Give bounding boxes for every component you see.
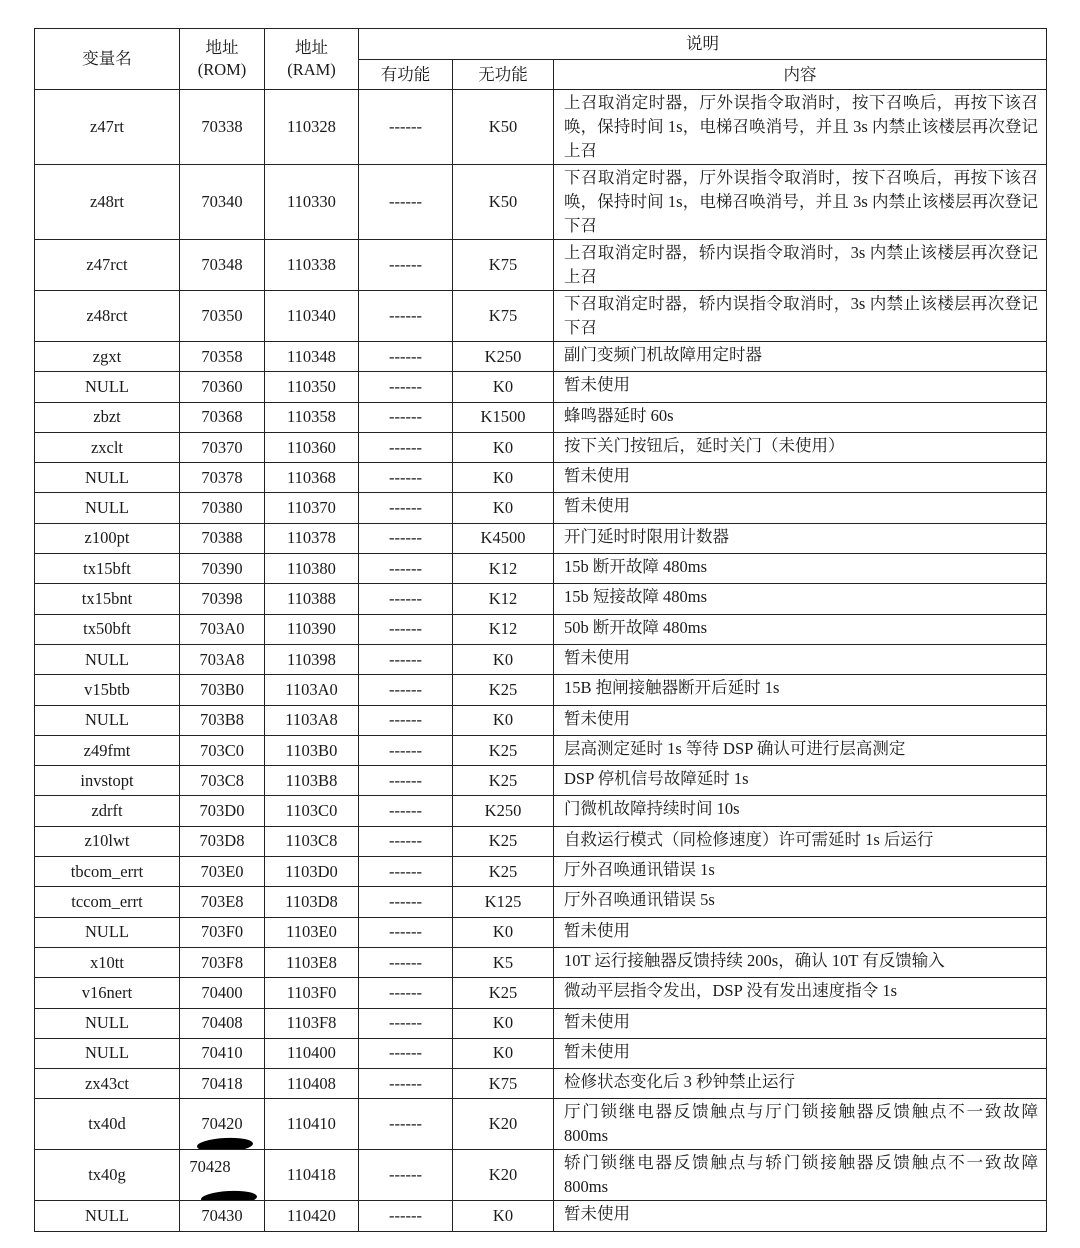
table-row [35,240,1047,291]
cell-var-name: tbcom_errt [35,857,180,887]
cell-with-function: ------ [359,463,453,493]
cell-addr-ram: 110418 [265,1150,359,1201]
cell-description: 下召取消定时器，厅外误指令取消时，按下召唤后，再按下该召唤，保持时间 1s，电梯召唤消号，并且 3s 内禁止该楼层再次登记下召 [554,165,1047,240]
cell-description: 开门延时时限用计数器 [554,523,1047,553]
cell-var-name: zxclt [35,432,180,462]
cell-description: 暂未使用 [554,917,1047,947]
cell-var-name: NULL [35,493,180,523]
cell-addr-ram: 110378 [265,523,359,553]
cell-var-name: tx15bnt [35,584,180,614]
cell-without-function: K25 [453,857,554,887]
cell-addr-ram: 110390 [265,614,359,644]
cell-var-name: x10tt [35,947,180,977]
cell-without-function: K20 [453,1099,554,1150]
cell-description: 暂未使用 [554,705,1047,735]
cell-without-function: K12 [453,584,554,614]
cell-addr-rom: 70430 [180,1201,265,1231]
cell-description: 厅外召唤通讯错误 1s [554,857,1047,887]
header-content: 内容 [554,60,1047,90]
cell-addr-rom [180,1150,265,1201]
cell-description: 暂未使用 [554,372,1047,402]
cell-description: 暂未使用 [554,1201,1047,1231]
cell-without-function: K0 [453,1038,554,1068]
cell-with-function: ------ [359,165,453,240]
cell-with-function: ------ [359,644,453,674]
cell-without-function: K12 [453,614,554,644]
cell-description: 厅外召唤通讯错误 5s [554,887,1047,917]
table-row [35,735,1047,765]
cell-addr-ram: 110340 [265,291,359,342]
table-row [35,554,1047,584]
cell-without-function: K0 [453,1008,554,1038]
cell-addr-ram: 1103C8 [265,826,359,856]
cell-without-function: K0 [453,432,554,462]
cell-description: 门微机故障持续时间 10s [554,796,1047,826]
cell-without-function: K50 [453,90,554,165]
cell-addr-rom: 703D8 [180,826,265,856]
cell-description: 暂未使用 [554,1008,1047,1038]
cell-without-function: K250 [453,796,554,826]
cell-addr-ram: 110368 [265,463,359,493]
header-var-name: 变量名 [35,29,180,90]
cell-var-name: NULL [35,917,180,947]
cell-addr-rom: 703B0 [180,675,265,705]
table-row [35,857,1047,887]
timer-variable-table [34,28,1047,1232]
cell-var-name: tccom_errt [35,887,180,917]
cell-with-function: ------ [359,1099,453,1150]
cell-addr-ram: 110380 [265,554,359,584]
cell-var-name: z10lwt [35,826,180,856]
cell-description: 50b 断开故障 480ms [554,614,1047,644]
cell-with-function: ------ [359,887,453,917]
cell-var-name: z100pt [35,523,180,553]
cell-addr-ram: 1103E0 [265,917,359,947]
cell-addr-rom: 70390 [180,554,265,584]
cell-with-function: ------ [359,735,453,765]
cell-addr-rom: 70358 [180,342,265,372]
redaction-mark [197,1137,254,1150]
table-row [35,165,1047,240]
cell-addr-rom: 70338 [180,90,265,165]
cell-addr-ram: 1103F0 [265,978,359,1008]
cell-addr-rom: 703E8 [180,887,265,917]
cell-addr-rom: 70340 [180,165,265,240]
cell-without-function: K75 [453,1069,554,1099]
table-header [35,29,1047,90]
cell-addr-ram: 110350 [265,372,359,402]
cell-description: 副门变频门机故障用定时器 [554,342,1047,372]
cell-without-function: K25 [453,735,554,765]
cell-without-function: K20 [453,1150,554,1201]
cell-var-name: tx40g [35,1150,180,1201]
cell-addr-rom: 70368 [180,402,265,432]
cell-addr-ram: 110400 [265,1038,359,1068]
cell-description: 10T 运行接触器反馈持续 200s，确认 10T 有反馈输入 [554,947,1047,977]
cell-addr-ram: 1103A0 [265,675,359,705]
cell-description: 暂未使用 [554,1038,1047,1068]
redaction-mark [201,1190,258,1201]
table-row [35,917,1047,947]
cell-var-name: v16nert [35,978,180,1008]
cell-var-name: zdrft [35,796,180,826]
cell-with-function: ------ [359,402,453,432]
table-row [35,584,1047,614]
cell-description: 15B 抱闸接触器断开后延时 1s [554,675,1047,705]
header-explain: 说明 [359,29,1047,60]
cell-description: 上召取消定时器，轿内误指令取消时，3s 内禁止该楼层再次登记上召 [554,240,1047,291]
cell-without-function: K4500 [453,523,554,553]
cell-with-function: ------ [359,1150,453,1201]
cell-without-function: K0 [453,705,554,735]
cell-var-name: tx40d [35,1099,180,1150]
table-row [35,463,1047,493]
cell-addr-ram: 1103B0 [265,735,359,765]
table-row [35,1201,1047,1231]
cell-with-function: ------ [359,554,453,584]
cell-addr-ram: 110398 [265,644,359,674]
cell-addr-rom: 703D0 [180,796,265,826]
cell-without-function: K25 [453,675,554,705]
header-addr-rom: 地址 (ROM) [180,29,265,90]
cell-addr-ram: 110388 [265,584,359,614]
header-with-function: 有功能 [359,60,453,90]
cell-with-function: ------ [359,796,453,826]
table-row [35,796,1047,826]
cell-with-function: ------ [359,493,453,523]
cell-addr-rom: 70348 [180,240,265,291]
cell-addr-ram: 1103C0 [265,796,359,826]
header-addr-ram: 地址 (RAM) [265,29,359,90]
cell-with-function: ------ [359,1008,453,1038]
cell-without-function: K75 [453,291,554,342]
cell-var-name: z48rct [35,291,180,342]
table-row [35,1008,1047,1038]
cell-with-function: ------ [359,342,453,372]
table-row [35,705,1047,735]
cell-with-function: ------ [359,1201,453,1231]
table-row [35,1150,1047,1201]
cell-addr-rom: 703A8 [180,644,265,674]
table-row [35,90,1047,165]
table-row [35,887,1047,917]
cell-addr-ram: 1103D8 [265,887,359,917]
cell-addr-rom: 703B8 [180,705,265,735]
cell-addr-rom: 70410 [180,1038,265,1068]
cell-with-function: ------ [359,857,453,887]
cell-without-function: K50 [453,165,554,240]
cell-with-function: ------ [359,291,453,342]
cell-addr-rom: 70370 [180,432,265,462]
cell-addr-ram: 110358 [265,402,359,432]
cell-with-function: ------ [359,1069,453,1099]
table-row [35,402,1047,432]
cell-without-function: K125 [453,887,554,917]
cell-with-function: ------ [359,584,453,614]
cell-with-function: ------ [359,947,453,977]
table-row [35,1069,1047,1099]
cell-description: 轿门锁继电器反馈触点与轿门锁接触器反馈触点不一致故障 800ms [554,1150,1047,1201]
cell-description: 微动平层指令发出，DSP 没有发出速度指令 1s [554,978,1047,1008]
table-row [35,291,1047,342]
cell-addr-rom: 703F8 [180,947,265,977]
cell-without-function: K0 [453,372,554,402]
cell-addr-rom: 70360 [180,372,265,402]
cell-addr-rom: 703C0 [180,735,265,765]
cell-description: 蜂鸣器延时 60s [554,402,1047,432]
table-row [35,947,1047,977]
cell-addr-rom: 703E0 [180,857,265,887]
cell-without-function: K0 [453,644,554,674]
cell-addr-rom: 70398 [180,584,265,614]
table-row [35,1099,1047,1150]
cell-without-function: K25 [453,826,554,856]
cell-var-name: z47rct [35,240,180,291]
table-row [35,432,1047,462]
rom-value: 70420 [201,1114,243,1134]
cell-var-name: zbzt [35,402,180,432]
cell-addr-rom: 703C8 [180,766,265,796]
table-body [35,90,1047,1232]
table-row [35,766,1047,796]
cell-var-name: invstopt [35,766,180,796]
cell-description: 暂未使用 [554,493,1047,523]
table-row [35,372,1047,402]
rom-value-wrap [189,1157,242,1187]
cell-with-function: ------ [359,240,453,291]
cell-addr-rom [180,1099,265,1150]
cell-addr-ram: 1103A8 [265,705,359,735]
cell-addr-ram: 1103E8 [265,947,359,977]
cell-without-function: K0 [453,463,554,493]
cell-addr-rom: 70380 [180,493,265,523]
cell-addr-rom: 70388 [180,523,265,553]
cell-description: 自救运行模式（同检修速度）许可需延时 1s 后运行 [554,826,1047,856]
cell-with-function: ------ [359,826,453,856]
cell-addr-ram: 110408 [265,1069,359,1099]
cell-description: DSP 停机信号故障延时 1s [554,766,1047,796]
cell-description: 厅门锁继电器反馈触点与厅门锁接触器反馈触点不一致故障 800ms [554,1099,1047,1150]
cell-var-name: NULL [35,1038,180,1068]
cell-addr-rom: 703A0 [180,614,265,644]
cell-addr-rom: 70350 [180,291,265,342]
cell-description: 15b 短接故障 480ms [554,584,1047,614]
cell-addr-rom: 703F0 [180,917,265,947]
cell-without-function: K0 [453,493,554,523]
cell-without-function: K0 [453,1201,554,1231]
cell-var-name: NULL [35,1008,180,1038]
cell-var-name: zgxt [35,342,180,372]
table-row [35,523,1047,553]
cell-var-name: tx15bft [35,554,180,584]
cell-description: 检修状态变化后 3 秒钟禁止运行 [554,1069,1047,1099]
rom-value: 70428 [189,1157,231,1177]
table-row [35,614,1047,644]
cell-var-name: NULL [35,463,180,493]
cell-addr-ram: 110330 [265,165,359,240]
cell-var-name: z49fmt [35,735,180,765]
cell-addr-ram: 110410 [265,1099,359,1150]
cell-var-name: zx43ct [35,1069,180,1099]
rom-value-wrap [201,1112,242,1136]
cell-with-function: ------ [359,372,453,402]
cell-with-function: ------ [359,1038,453,1068]
cell-addr-ram: 1103D0 [265,857,359,887]
cell-description: 暂未使用 [554,463,1047,493]
cell-without-function: K1500 [453,402,554,432]
cell-var-name: z47rt [35,90,180,165]
cell-addr-rom: 70418 [180,1069,265,1099]
cell-addr-ram: 110370 [265,493,359,523]
cell-var-name: tx50bft [35,614,180,644]
cell-with-function: ------ [359,705,453,735]
cell-var-name: NULL [35,705,180,735]
cell-description: 下召取消定时器，轿内误指令取消时，3s 内禁止该楼层再次登记下召 [554,291,1047,342]
table-row [35,644,1047,674]
cell-without-function: K250 [453,342,554,372]
cell-var-name: NULL [35,1201,180,1231]
cell-without-function: K5 [453,947,554,977]
cell-with-function: ------ [359,614,453,644]
cell-addr-ram: 1103B8 [265,766,359,796]
cell-addr-ram: 1103F8 [265,1008,359,1038]
cell-with-function: ------ [359,978,453,1008]
header-without-function: 无功能 [453,60,554,90]
cell-addr-ram: 110328 [265,90,359,165]
table-row [35,675,1047,705]
cell-addr-ram: 110338 [265,240,359,291]
cell-with-function: ------ [359,90,453,165]
cell-description: 暂未使用 [554,644,1047,674]
cell-addr-ram: 110348 [265,342,359,372]
cell-var-name: z48rt [35,165,180,240]
table-row [35,342,1047,372]
cell-var-name: NULL [35,372,180,402]
cell-with-function: ------ [359,917,453,947]
table-row [35,1038,1047,1068]
cell-description: 上召取消定时器，厅外误指令取消时，按下召唤后，再按下该召唤，保持时间 1s，电梯召唤消号，并且 3s 内禁止该楼层再次登记上召 [554,90,1047,165]
cell-description: 按下关门按钮后，延时关门（未使用） [554,432,1047,462]
cell-addr-rom: 70408 [180,1008,265,1038]
table-row [35,826,1047,856]
table-row [35,493,1047,523]
cell-var-name: v15btb [35,675,180,705]
cell-with-function: ------ [359,523,453,553]
cell-with-function: ------ [359,432,453,462]
cell-addr-ram: 110420 [265,1201,359,1231]
table-row [35,978,1047,1008]
cell-description: 15b 断开故障 480ms [554,554,1047,584]
cell-without-function: K12 [453,554,554,584]
cell-without-function: K75 [453,240,554,291]
cell-without-function: K0 [453,917,554,947]
cell-with-function: ------ [359,766,453,796]
cell-with-function: ------ [359,675,453,705]
cell-without-function: K25 [453,978,554,1008]
cell-var-name: NULL [35,644,180,674]
cell-addr-ram: 110360 [265,432,359,462]
cell-description: 层高测定延时 1s 等待 DSP 确认可进行层高测定 [554,735,1047,765]
cell-addr-rom: 70378 [180,463,265,493]
cell-without-function: K25 [453,766,554,796]
cell-addr-rom: 70400 [180,978,265,1008]
